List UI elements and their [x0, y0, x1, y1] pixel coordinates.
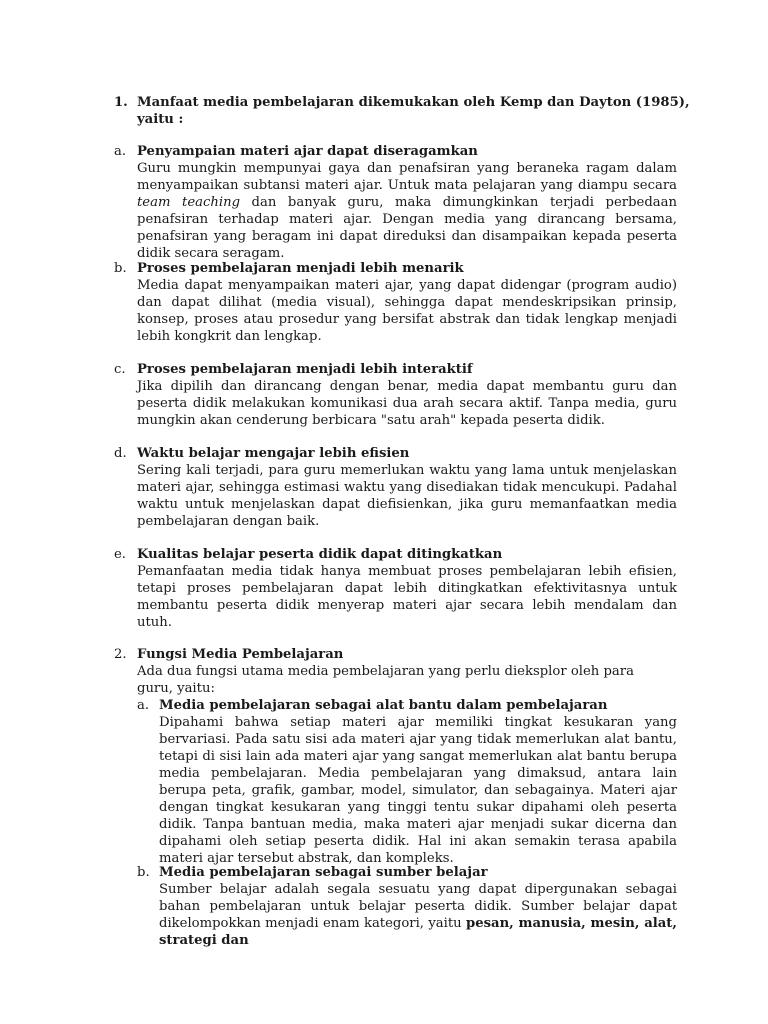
item-1a-body-emphasis: team teaching [137, 195, 241, 210]
item-1a-body [137, 160, 677, 262]
item-2b-marker: b. [137, 865, 150, 880]
section-2-title: Fungsi Media Pembelajaran [137, 647, 344, 662]
section-1-title-line-2: yaitu : [137, 112, 184, 127]
section-2-number: 2. [114, 647, 127, 662]
item-1b-body: Media dapat menyampaikan materi ajar, yang dapat didengar (program audio) dan dapat dilihat (media visual), sehingga dapat mendeskripsikan prinsip, konsep, proses atau prosedur yang bersifat abstrak dan tidak lengkap menjadi lebih kongkrit dan lengkap. [137, 278, 677, 344]
section-1-number: 1. [114, 95, 128, 110]
item-1a-body-text: Guru mungkin mempunyai gaya dan penafsiran yang beraneka ragam dalam menyampaikan subtansi materi ajar. Untuk mata pelajaran yang diampu secara [137, 161, 677, 193]
item-1b-heading: Proses pembelajaran menjadi lebih menarik [137, 261, 464, 276]
item-2a-marker: a. [137, 698, 150, 713]
item-1c-body: Jika dipilih dan dirancang dengan benar, media dapat membantu guru dan peserta didik melakukan komunikasi dua arah secara aktif. Tanpa media, guru mungkin akan cenderung berbicara "satu arah" kepada peserta didik. [137, 379, 677, 428]
item-2b-body-bold: pesan, manusia, mesin, alat, strategi dan [159, 916, 677, 948]
item-2a-body: Dipahami bahwa setiap materi ajar memiliki tingkat kesukaran yang bervariasi. Pada satu sisi ada materi ajar yang tidak memerlukan alat bantu, tetapi di sisi lain ada materi ajar yang sangat memerlukan alat bantu berupa media pembelajaran. Media pembelajaran yang dimaksud, antara lain berupa peta, grafik, gambar, model, simulator, dan sebagainya. Materi ajar dengan tingkat kesukaran yang tinggi tentu sukar dipahami oleh peserta didik. Tanpa bantuan media, maka materi ajar menjadi sukar dicerna dan dipahami oleh setiap peserta didik. Hal ini akan semakin terasa apabila materi ajar tersebut abstrak, dan kompleks. [159, 715, 677, 866]
item-1d-body: Sering kali terjadi, para guru memerlukan waktu yang lama untuk menjelaskan materi ajar, sehingga estimasi waktu yang disediakan tidak mencukupi. Padahal waktu untuk menjelaskan dapat diefisienkan, jika guru memanfaatkan media pembelajaran dengan baik. [137, 463, 677, 529]
item-1c-marker: c. [114, 362, 126, 377]
item-1e-heading: Kualitas belajar peserta didik dapat ditingkatkan [137, 547, 503, 562]
item-1e-marker: e. [114, 547, 126, 562]
item-1a-body-text-end: dan banyak guru, maka dimungkinkan terjadi perbedaan penafsiran terhadap materi ajar. Dengan media yang dirancang bersama, penafsiran yang beragam ini dapat direduksi dan disampaikan kepada peserta didik secara seragam. [137, 195, 677, 261]
item-1b-marker: b. [114, 261, 127, 276]
item-2a-heading: Media pembelajaran sebagai alat bantu dalam pembelajaran [159, 698, 608, 713]
item-1c-heading: Proses pembelajaran menjadi lebih interaktif [137, 362, 473, 377]
item-2b-body-text: Sumber belajar adalah segala sesuatu yang dapat dipergunakan sebagai bahan pembelajaran untuk belajar peserta didik. Sumber belajar dapat dikelompokkan menjadi enam kategori, yaitu [159, 882, 677, 931]
item-2b-body [159, 881, 677, 949]
section-2-intro: Ada dua fungsi utama media pembelajaran yang perlu dieksplor oleh para guru, yaitu: [137, 664, 634, 696]
item-1e-body: Pemanfaatan media tidak hanya membuat proses pembelajaran lebih efisien, tetapi proses pembelajaran dapat lebih ditingkatkan efektivitasnya untuk membantu peserta didik menyerap materi ajar secara lebih mendalam dan utuh. [137, 564, 677, 630]
section-1-title-line-1: Manfaat media pembelajaran dikemukakan oleh Kemp dan Dayton (1985), [137, 95, 690, 110]
item-1a-marker: a. [114, 144, 127, 159]
item-2b-heading: Media pembelajaran sebagai sumber belajar [159, 865, 488, 880]
item-1d-heading: Waktu belajar mengajar lebih efisien [137, 446, 410, 461]
item-1d-marker: d. [114, 446, 127, 461]
item-1a-heading: Penyampaian materi ajar dapat diseragamkan [137, 144, 478, 159]
